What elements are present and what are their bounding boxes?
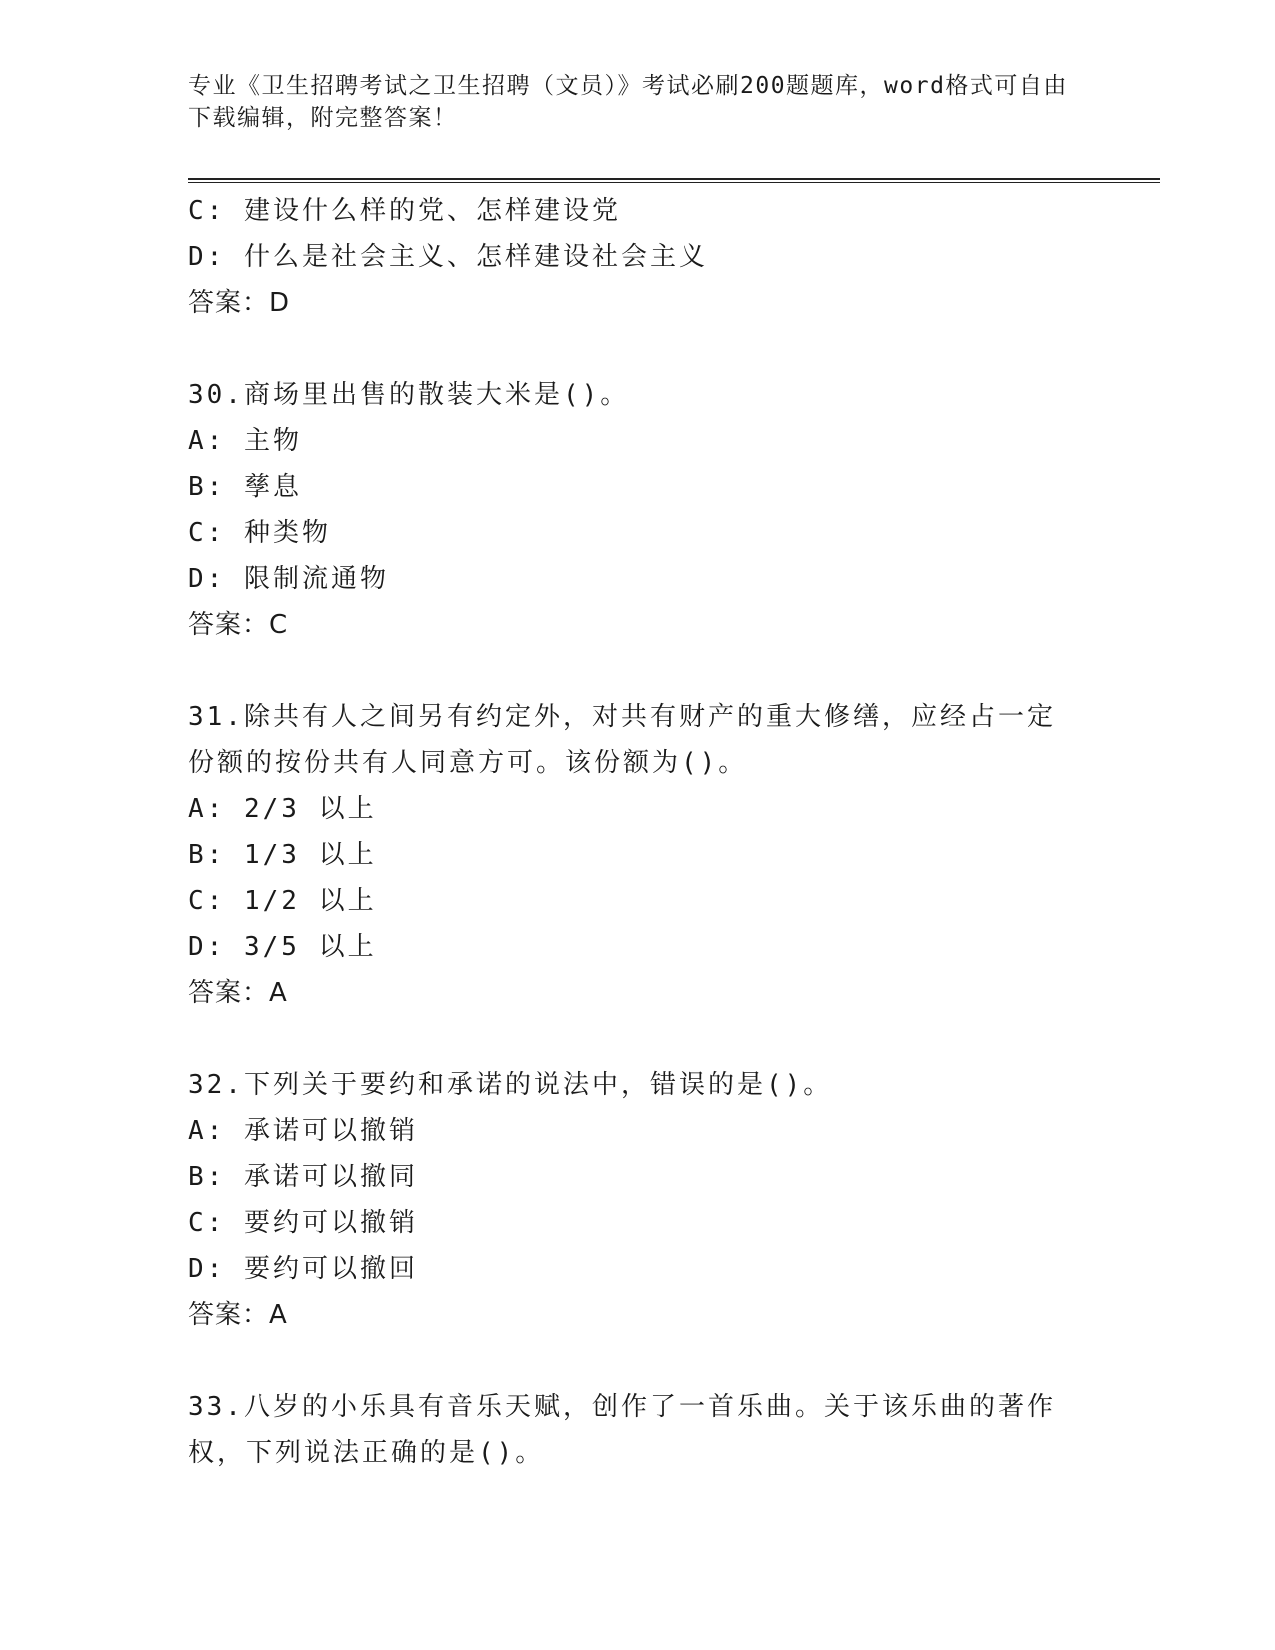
option-a: A: 主物 [188,426,302,456]
option-c: C: 种类物 [188,518,331,548]
option-c: C: 1/2 以上 [188,886,377,916]
question-stem: 33.八岁的小乐具有音乐天赋，创作了一首乐曲。关于该乐曲的著作权，下列说法正确的是()。 [188,1392,1056,1468]
question-33 [188,1384,1088,1476]
question-31 [188,694,1088,1016]
option-a: A: 承诺可以撤销 [188,1116,418,1146]
option-b: B: 承诺可以撤同 [188,1162,418,1192]
option-d: D: 限制流通物 [188,564,389,594]
option-a: A: 2/3 以上 [188,794,377,824]
document-header: 专业《卫生招聘考试之卫生招聘（文员）》考试必刷200题题库，word格式可自由下载编辑，附完整答案！ [188,73,1068,131]
question-stem: 32.下列关于要约和承诺的说法中，错误的是()。 [188,1070,833,1100]
answer-line: 答案：C [188,610,289,640]
question-stem: 30.商场里出售的散装大米是()。 [188,380,630,410]
option-b: B: 1/3 以上 [188,840,377,870]
question-gap [188,1338,1088,1384]
answer-line: 答案：D [188,288,291,318]
option-d: D: 3/5 以上 [188,932,377,962]
question-gap [188,1016,1088,1062]
option-c: C: 建设什么样的党、怎样建设党 [188,196,621,226]
answer-line: 答案：A [188,1300,288,1330]
option-d: D: 什么是社会主义、怎样建设社会主义 [188,242,708,272]
option-c: C: 要约可以撤销 [188,1208,418,1238]
question-stem: 31.除共有人之间另有约定外，对共有财产的重大修缮，应经占一定份额的按份共有人同意方可。该份额为()。 [188,702,1056,778]
answer-line: 答案：A [188,978,288,1008]
question-32 [188,1062,1088,1338]
question-30 [188,372,1088,648]
question-fragment [188,188,1088,326]
question-gap [188,326,1088,372]
option-d: D: 要约可以撤回 [188,1254,418,1284]
question-gap [188,648,1088,694]
header-divider [188,178,1160,183]
question-list [188,188,1088,1476]
option-b: B: 孳息 [188,472,302,502]
